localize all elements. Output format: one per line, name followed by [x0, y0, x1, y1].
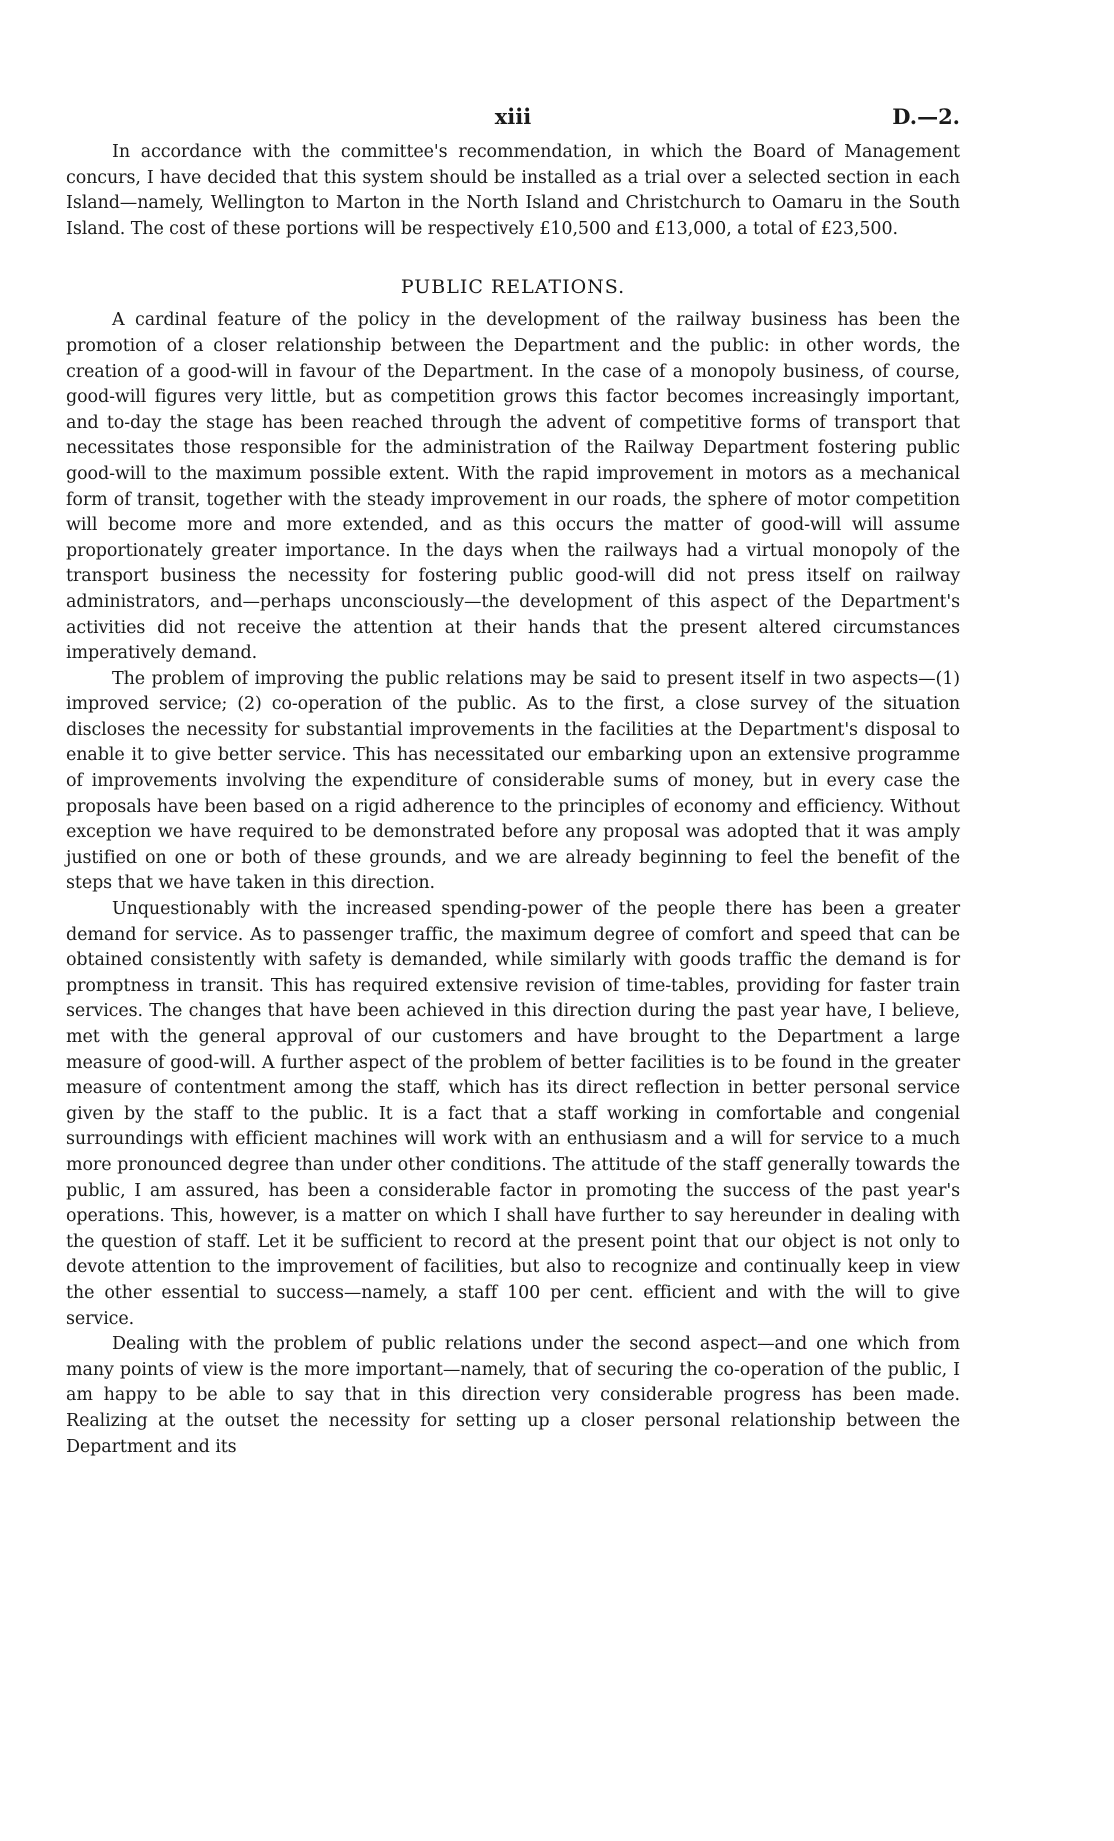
section-heading: PUBLIC RELATIONS.: [400, 276, 626, 299]
paragraph-trial-installation: In accordance with the committee's recommendation, in which the Board of Management concurs, I have decided that this system should be installed as a trial over a selected section in each Island—namely, Wellington to Marton in the North Island and Christchurch to Oamaru in the South Island. The cost of these portions will be respectively £10,500 and £13,000, a total of £23,500.: [66, 142, 960, 239]
paragraph-demand-for-service: Unquestionably with the increased spending-power of the people there has been a greater demand for service. As to passenger traffic, the maximum degree of comfort and speed that can be obtained consistently with safety is demanded, while similarly with goods traffic the demand is for promptness in transit. This has required extensive revision of time-tables, providing for faster train services. The changes that have been achieved in this direction during the past year have, I believe, met with the general approval of our customers and have brought to the Department a large measure of good-will. A further aspect of the problem of better facilities is to be found in the greater measure of contentment among the staff, which has its direct reflection in better personal service given by the staff to the public. It is a fact that a staff working in comfortable and congenial surroundings with efficient machines will work with an enthusiasm and a will for service to a much more pronounced degree than under other conditions. The attitude of the staff generally towards the public, I am assured, has been a considerable factor in promoting the success of the past year's operations. This, however, is a matter on which I shall have further to say hereunder in dealing with the question of staff. Let it be sufficient to record at the present point that our object is not only to devote attention to the improvement of facilities, but also to recognize and continually keep in view the other essential to success—namely, a staff 100 per cent. efficient and with the will to give service.: [66, 899, 960, 1329]
document-reference: D.—2.: [892, 104, 960, 129]
paragraph-good-will: A cardinal feature of the policy in the development of the railway business has been the promotion of a closer relationship between the Department and the public: in other words, the creation of a good-will in favour of the Department. In the case of a monopoly business, of course, good-will figures very little, but as competition grows this factor becomes increasingly important, and to-day the stage has been reached through the advent of competitive forms of transport that necessitates those responsible for the administration of the Railway Department fostering public good-will to the maximum possible extent. With the rapid improvement in motors as a mechanical form of transit, together with the steady improvement in our roads, the sphere of motor competition will become more and more extended, and as this occurs the matter of good-will will assume proportionately greater importance. In the days when the railways had a virtual monopoly of the transport business the necessity for fostering public good-will did not press itself on railway administrators, and—perhaps unconsciously—the development of this aspect of the Department's activities did not receive the attention at their hands that the present altered circumstances imperatively demand.: [66, 310, 960, 664]
running-header: [66, 100, 960, 140]
paragraph-public-co-operation: Dealing with the problem of public relations under the second aspect—and one which from many points of view is the more important—namely, that of securing the co-operation of the public, I am happy to be able to say that in this direction very considerable progress has been made. Realizing at the outset the necessity for setting up a closer personal relationship between the Department and its: [66, 1334, 960, 1457]
page-number: xiii: [494, 104, 532, 129]
document-page: [66, 100, 960, 1460]
paragraph-two-aspects: The problem of improving the public relations may be said to present itself in two aspects—(1) improved service; (2) co-operation of the public. As to the first, a close survey of the situation discloses the necessity for substantial improvements in the facilities at the Department's disposal to enable it to give better service. This has necessitated our embarking upon an extensive programme of improvements involving the expenditure of considerable sums of money, but in every case the proposals have been based on a rigid adherence to the principles of economy and efficiency. Without exception we have required to be demonstrated before any proposal was adopted that it was amply justified on one or both of these grounds, and we are already beginning to feel the benefit of the steps that we have taken in this direction.: [66, 668, 960, 894]
